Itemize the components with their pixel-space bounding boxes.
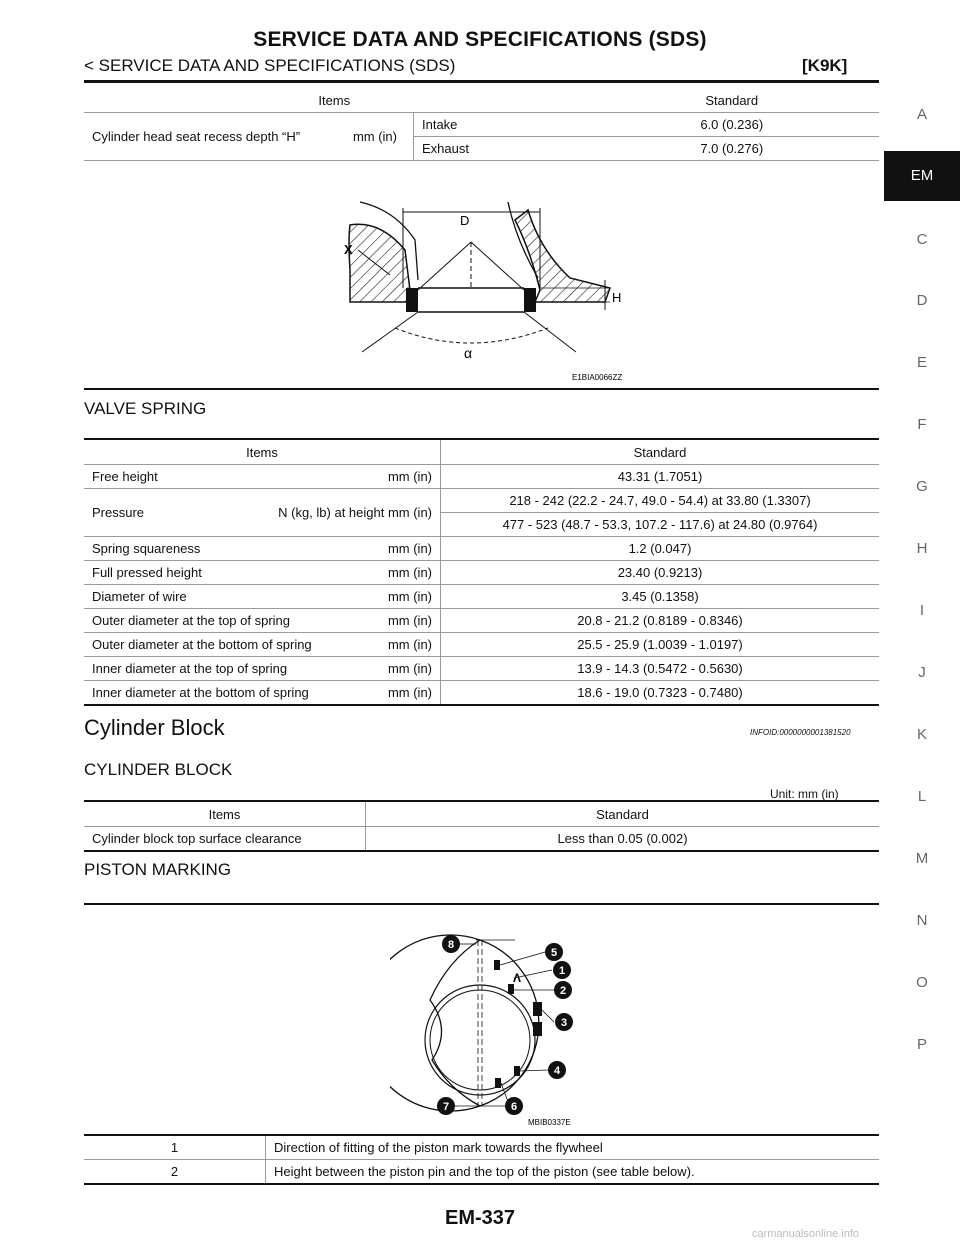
figure-rule [84,388,879,390]
row-label: Spring squareness [92,541,201,556]
pm-row-num: 2 [84,1160,266,1185]
table-row [84,537,879,561]
row-value: 3.45 (0.1358) [441,585,880,609]
cylinder-block-subheading: CYLINDER BLOCK [84,760,233,779]
table-row [84,633,879,657]
tab-m[interactable]: M [915,850,929,867]
table-row [84,489,879,513]
tab-p[interactable]: P [916,1036,927,1053]
label-d: D [460,213,470,228]
svg-text:4: 4 [553,1065,561,1077]
unit-note: Unit: mm (in) [770,787,839,801]
valve-seat-figure [300,180,640,385]
seat-label-text: Cylinder head seat recess depth “H” [92,129,301,144]
table-row [84,827,879,852]
tab-j[interactable]: J [918,664,926,681]
row-label: Full pressed height [92,565,202,580]
row-value: 20.8 - 21.2 (0.8189 - 0.8346) [441,609,880,633]
tab-g[interactable]: G [916,478,928,495]
row-unit: mm (in) [387,469,432,484]
cb-row-label: Cylinder block top surface clearance [84,827,366,852]
callout-2 [554,981,572,999]
row-label: Outer diameter at the bottom of spring [92,637,312,652]
seat-intake-label: Intake [413,113,584,137]
pm-row-text: Height between the piston pin and the top of the piston (see table below). [266,1160,880,1185]
col-items: Items [84,88,585,113]
row-label: Inner diameter at the top of spring [92,661,288,676]
row-unit: mm (in) [387,685,432,700]
tab-f[interactable]: F [917,416,927,433]
row-unit: mm (in) [387,661,432,676]
callout-6 [505,1097,523,1115]
svg-text:1: 1 [558,965,566,977]
tab-o[interactable]: O [916,974,928,991]
arrow-mark: Λ [513,971,522,985]
tab-h[interactable]: H [916,540,928,557]
row-value: 43.31 (1.7051) [441,465,880,489]
row-value: 18.6 - 19.0 (0.7323 - 0.7480) [441,681,880,706]
seat-exhaust-label: Exhaust [413,137,584,161]
svg-text:6: 6 [510,1101,518,1113]
svg-text:5: 5 [550,947,558,959]
row-unit: mm (in) [387,613,432,628]
cylinder-block-table [84,800,879,852]
table-row [84,681,879,706]
engine-code: [K9K] [802,56,848,75]
table-row [84,585,879,609]
label-alpha: α [464,345,473,361]
seat-exhaust-value: 7.0 (0.276) [585,137,880,161]
tab-n[interactable]: N [916,912,928,929]
callout-3 [555,1013,573,1031]
row-unit: mm (in) [387,541,432,556]
cylinder-block-heading: Cylinder Block [84,715,225,740]
svg-text:7: 7 [442,1101,450,1113]
header-rule [84,80,879,83]
label-h: H [612,290,622,305]
seat-intake-value: 6.0 (0.236) [585,113,880,137]
cb-row-value: Less than 0.05 (0.002) [366,827,880,852]
table-row [84,609,879,633]
valve-spring-heading: VALVE SPRING [84,399,207,418]
callout-8 [442,935,460,953]
fig2-code: MBIB0337E [528,1118,571,1127]
svg-text:2: 2 [559,985,567,997]
row-unit: N (kg, lb) at height mm (in) [278,505,432,520]
table-row [84,657,879,681]
callout-4 [548,1061,566,1079]
row-label: Diameter of wire [92,589,187,604]
tab-a[interactable]: A [916,106,927,123]
page-number: EM-337 [444,1207,516,1229]
page-title: SERVICE DATA AND SPECIFICATIONS (SDS) [253,28,707,51]
seat-recess-table [84,88,879,161]
row-label: Free height [92,469,158,484]
seat-recess-label [84,113,413,161]
row-value: 23.40 (0.9213) [441,561,880,585]
piston-marking-heading: PISTON MARKING [84,860,232,879]
row-label: Outer diameter at the top of spring [92,613,290,628]
piston-rule [84,903,879,905]
watermark: carmanualsonline.info [752,1228,860,1240]
piston-marking-table [84,1134,879,1185]
callout-7 [437,1097,455,1115]
row-value: 218 - 242 (22.2 - 24.7, 49.0 - 54.4) at 33.80 (1.3307) [441,489,880,513]
tab-c[interactable]: C [916,231,928,248]
cb-col-standard: Standard [366,801,880,827]
row-label: Inner diameter at the bottom of spring [92,685,309,700]
row-value: 1.2 (0.047) [441,537,880,561]
row-value: 477 - 523 (48.7 - 53.3, 107.2 - 117.6) at 24.80 (0.9764) [441,513,880,537]
row-unit: mm (in) [387,637,432,652]
table-row [84,1135,879,1160]
label-x: X [344,242,353,257]
piston-marking-figure [390,930,610,1130]
svg-text:8: 8 [447,939,455,951]
svg-text:3: 3 [560,1017,568,1029]
section-tabs [884,0,960,1242]
tab-d[interactable]: D [916,292,928,309]
vs-col-items: Items [84,439,441,465]
callout-5 [545,943,563,961]
tab-k[interactable]: K [916,726,927,743]
info-id: INFOID:0000000001381520 [750,728,851,737]
table-row [84,465,879,489]
tab-e[interactable]: E [916,354,927,371]
tab-l[interactable]: L [917,788,927,805]
tab-i[interactable]: I [919,602,925,619]
row-value: 25.5 - 25.9 (1.0039 - 1.0197) [441,633,880,657]
seat-label-unit: mm (in) [352,129,397,144]
table-row [84,561,879,585]
row-unit: mm (in) [387,565,432,580]
row-value: 13.9 - 14.3 (0.5472 - 0.5630) [441,657,880,681]
tab-em[interactable]: EM [884,151,960,201]
callout-1 [553,961,571,979]
fig1-code: E1BIA0066ZZ [572,373,623,382]
table-row [84,1160,879,1185]
pm-row-num: 1 [84,1135,266,1160]
valve-spring-table [84,438,879,706]
row-unit: mm (in) [387,589,432,604]
pm-row-text: Direction of fitting of the piston mark towards the flywheel [266,1135,880,1160]
page-subtitle: < SERVICE DATA AND SPECIFICATIONS (SDS) [84,56,456,75]
row-label: Pressure [92,505,145,520]
col-standard: Standard [585,88,880,113]
cb-col-items: Items [84,801,366,827]
vs-col-standard: Standard [441,439,880,465]
